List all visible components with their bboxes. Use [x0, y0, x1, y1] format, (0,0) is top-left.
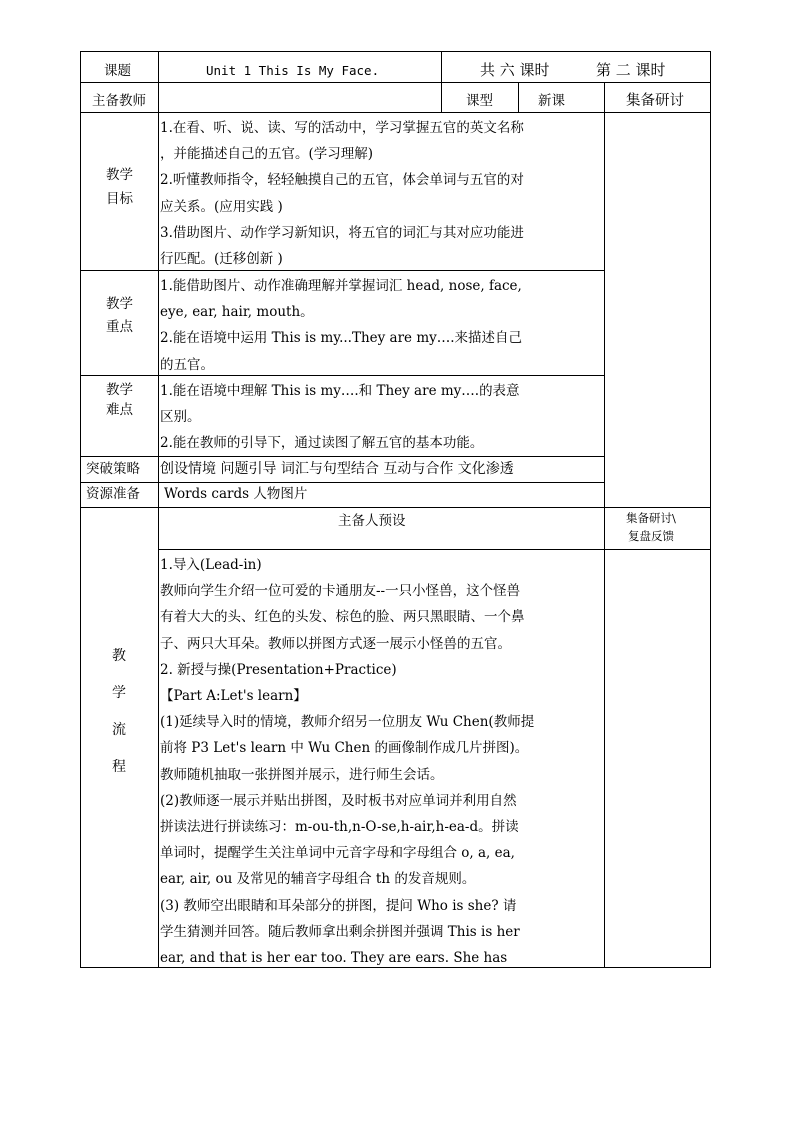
process-label-char: 程: [112, 759, 126, 775]
process-label-char: 流: [112, 722, 126, 738]
review-label-1: 集备研讨\: [626, 511, 676, 525]
difficulties-text: [160, 378, 520, 457]
type-label: 课型: [466, 93, 493, 109]
keypoints-label-2: 重点: [106, 319, 133, 335]
process-label-char: 学: [112, 685, 126, 701]
process-header: 主备人预设: [338, 513, 406, 529]
process-label-char: 教: [112, 648, 126, 664]
difficulties-line: 区别。: [160, 409, 201, 426]
review-label-2: 复盘反馈: [628, 529, 674, 543]
process-line: ear, and that is her ear too. They are ears. She has: [160, 950, 508, 967]
goals-text: [160, 115, 524, 272]
teacher-label: 主备教师: [92, 93, 146, 109]
process-line: (2)教师逐一展示并贴出拼图，及时板书对应单词并利用自然: [160, 792, 517, 809]
process-line: (1)延续导入时的情境，教师介绍另一位朋友 Wu Chen(教师提: [160, 714, 535, 731]
topic-label: 课题: [104, 63, 131, 79]
process-line: (3) 教师空出眼睛和耳朵部分的拼图，提问 Who is she? 请: [160, 897, 517, 914]
goals-line: 3.借助图片、动作学习新知识，将五官的词汇与其对应功能进: [160, 224, 524, 241]
process-line: ear, air, ou 及常见的辅音字母组合 th 的发音规则。: [160, 871, 476, 888]
process-line: 单词时，提醒学生关注单词中元音字母和字母组合 o, a, ea,: [160, 845, 515, 862]
process-label: [104, 638, 134, 786]
goals-label-2: 目标: [106, 191, 133, 207]
current-hour: 第 二 课时: [596, 61, 666, 79]
keypoints-text: [160, 273, 522, 378]
goals-line: ，并能描述自己的五官。(学习理解): [160, 146, 374, 163]
keypoints-line: 1.能借助图片、动作准确理解并掌握词汇 head, nose, face,: [160, 278, 522, 294]
process-line: 教师随机抽取一张拼图并展示，进行师生会话。: [160, 766, 444, 783]
keypoints-line: eye, ear, hair, mouth。: [160, 304, 314, 321]
keypoints-label-1: 教学: [106, 296, 133, 312]
difficulties-line: 2.能在教师的引导下，通过读图了解五官的基本功能。: [160, 435, 484, 452]
process-line: 拼读法进行拼读练习：m-ou-th,n-O-se,h-air,h-ea-d。拼读: [160, 819, 519, 836]
process-line: 子、两只大耳朵。教师以拼图方式逐一展示小怪兽的五官。: [160, 635, 511, 652]
difficulties-label-1: 教学: [106, 382, 133, 398]
type-value: 新课: [538, 93, 565, 109]
resources-label: 资源准备: [86, 486, 140, 502]
goals-line: 应关系。(应用实践 ): [160, 198, 283, 215]
process-text: [160, 552, 534, 971]
total-hours: 共 六 课时: [480, 61, 550, 79]
strategy-label: 突破策略: [86, 461, 140, 477]
resources-value: Words cards 人物图片: [164, 486, 308, 502]
difficulties-label-2: 难点: [106, 402, 133, 418]
keypoints-line: 的五官。: [160, 356, 214, 373]
group-label: 集备研讨: [626, 93, 684, 109]
process-line: 1.导入(Lead-in): [160, 557, 262, 573]
topic-value: Unit 1 This Is My Face.: [206, 63, 380, 78]
goals-line: 行匹配。(迁移创新 ): [160, 251, 283, 268]
process-line: 【Part A:Let's learn】: [160, 688, 307, 705]
goals-line: 2.听懂教师指令，轻轻触摸自己的五官，体会单词与五官的对: [160, 172, 524, 189]
process-line: 2. 新授与操(Presentation+Practice): [160, 661, 397, 678]
process-line: 学生猜测并回答。随后教师拿出剩余拼图并强调 This is her: [160, 923, 520, 940]
goals-label-1: 教学: [106, 167, 133, 183]
difficulties-line: 1.能在语境中理解 This is my….和 They are my….的表意: [160, 383, 520, 399]
strategy-value: 创设情境 问题引导 词汇与句型结合 互动与合作 文化渗透: [160, 461, 514, 477]
keypoints-line: 2.能在语境中运用 This is my...They are my….来描述自己: [160, 330, 523, 347]
process-line: 教师向学生介绍一位可爱的卡通朋友--一只小怪兽，这个怪兽: [160, 583, 521, 600]
goals-line: 1.在看、听、说、读、写的活动中，学习掌握五官的英文名称: [160, 120, 524, 136]
process-line: 有着大大的头、红色的头发、棕色的脸、两只黑眼睛、一个鼻: [160, 609, 525, 626]
process-line: 前将 P3 Let's learn 中 Wu Chen 的画像制作成几片拼图)。: [160, 740, 529, 757]
